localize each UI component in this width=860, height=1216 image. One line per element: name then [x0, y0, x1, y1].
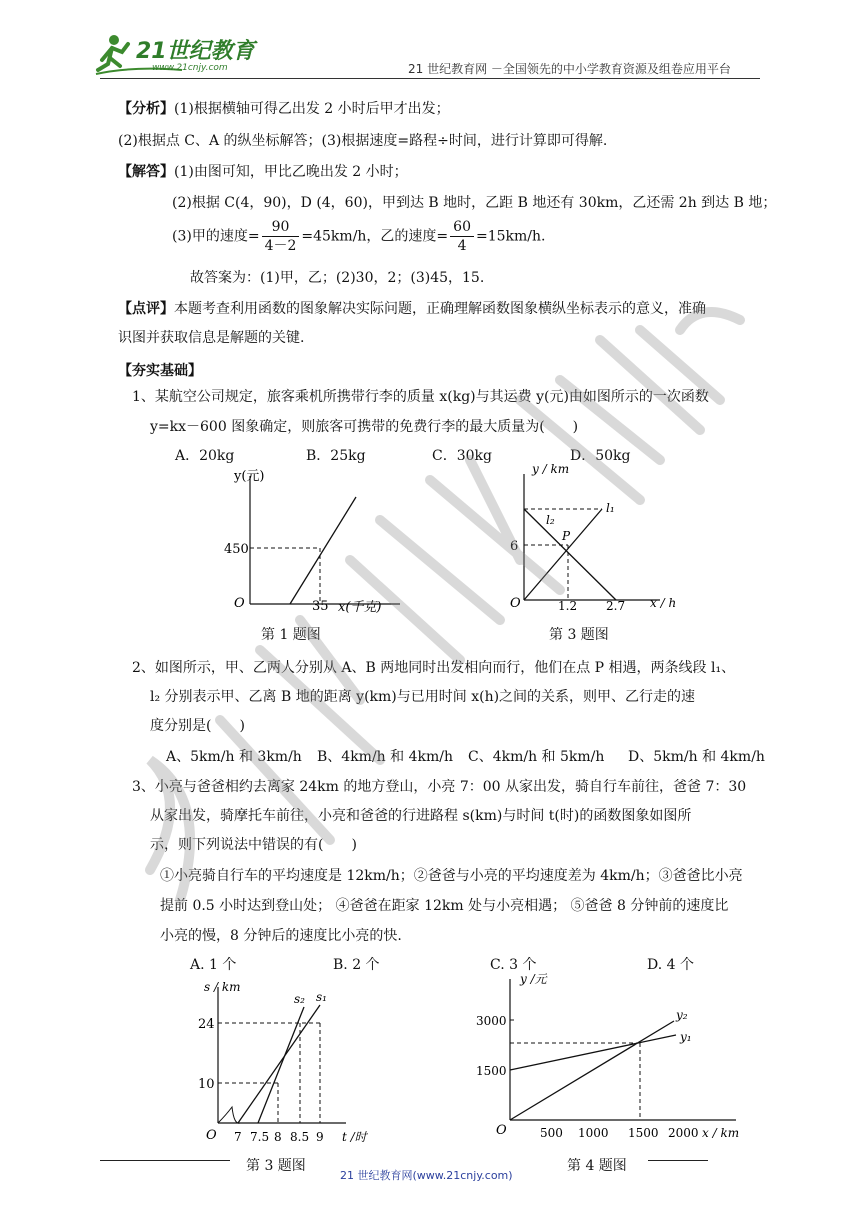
q3-line6: 小亮的慢，8 分钟后的速度比小亮的快. [160, 928, 402, 944]
fig3b-y-tick-24: 24 [198, 1017, 215, 1032]
q2-option-c: C、4km/h 和 5km/h [468, 749, 605, 765]
fraction-1 [262, 218, 300, 255]
fig1-caption: 第 1 题图 [261, 627, 321, 643]
fig4-y-tick-3000: 3000 [476, 1014, 507, 1028]
fig3a-x-tick-1: 1.2 [558, 599, 578, 613]
fig4-label-y2: y₂ [676, 1008, 688, 1022]
solution-text1: (1)由图可知，甲比乙晚出发 2 小时； [174, 164, 408, 180]
logo [92, 30, 262, 78]
fraction-2 [450, 218, 474, 255]
fraction-1-den: 4－2 [264, 238, 297, 254]
comment-text1: 本题考查利用函数的图象解决实际问题，正确理解函数图象横纵坐标表示的意义，准确 [174, 301, 706, 317]
figure-3b [196, 975, 386, 1150]
comment-line1 [118, 299, 706, 319]
fig3b-y-tick-10: 10 [198, 1077, 215, 1092]
fig3b-label-s1: s₁ [316, 990, 327, 1004]
solution-tag: 【解答】 [118, 164, 174, 180]
fig3b-x-tick-9: 9 [316, 1130, 324, 1144]
fig4-origin: O [496, 1123, 507, 1138]
fig3a-label-l2: l₂ [546, 513, 555, 527]
solution-line3 [172, 218, 546, 255]
q1-option-a: A．20kg [175, 448, 235, 464]
solution-line1 [118, 162, 408, 182]
fig3a-label-l1: l₁ [606, 501, 615, 515]
fig3b-ylabel: s / km [204, 980, 241, 994]
fig3b-x-tick-85: 8.5 [290, 1130, 310, 1144]
q3-line5: 提前 0.5 小时达到登山处； ④爸爸在距家 12km 处与小亮相遇； ⑤爸爸 8 分钟前的速度比 [160, 898, 729, 914]
comment-tag: 【点评】 [118, 301, 174, 317]
q1-line1: 1、某航空公司规定，旅客乘机所携带行李的质量 x(kg)与其运费 y(元)由如图所示的一次函数 [132, 389, 709, 405]
fig1-xlabel: x(千克) [338, 600, 382, 615]
fig1-ylabel: y(元) [234, 469, 265, 484]
q3-option-b: B. 2 个 [333, 957, 380, 973]
fig3b-line-s2 [258, 1007, 304, 1123]
q2-option-b: B、4km/h 和 4km/h [317, 749, 453, 765]
fig3a-ylabel: y / km [532, 462, 570, 476]
fig3a-y-tick: 6 [510, 539, 519, 554]
q3-line2: 从家出发，骑摩托车前往，小亮和爸爸的行进路程 s(km)与时间 t(时)的函数图象如图所 [150, 808, 692, 824]
fig3a-caption: 第 3 题图 [549, 627, 609, 643]
logo-url: www.21cnjy.com [152, 63, 228, 73]
fig4-caption: 第 4 题图 [567, 1158, 627, 1174]
q3-option-d: D. 4 个 [647, 957, 694, 973]
solution-answer: 故答案为：(1)甲，乙；(2)30，2；(3)45，15. [190, 270, 485, 286]
fig4-label-y1: y₁ [680, 1030, 692, 1044]
analysis-line2: (2)根据点 C、A 的纵坐标解答；(3)根据速度=路程÷时间，进行计算即可得解. [118, 133, 608, 149]
fig3b-x-tick-75: 7.5 [250, 1130, 270, 1144]
fig4-x-tick-1500: 1500 [628, 1126, 659, 1140]
q2-option-a: A、5km/h 和 3km/h [166, 749, 302, 765]
fraction-2-num: 60 [450, 218, 474, 237]
fraction-1-num: 90 [262, 218, 300, 237]
fig3b-label-s2: s₂ [294, 992, 305, 1006]
fig3a-line-l1 [524, 509, 602, 600]
q1-option-d: D．50kg [570, 448, 631, 464]
fig1-x-tick: 35 [312, 599, 329, 614]
footer-rule-left [100, 1160, 230, 1161]
analysis-tag: 【分析】 [118, 101, 174, 117]
fig4-line-y1 [510, 1035, 676, 1070]
analysis-line1 [118, 99, 450, 119]
fig4-x-tick-2000: 2000 [668, 1126, 699, 1140]
analysis-text1: (1)根据横轴可得乙出发 2 小时后甲才出发； [174, 101, 450, 117]
solution-line3-b: =45km/h，乙的速度= [301, 228, 449, 245]
figure-1 [210, 464, 410, 644]
q2-line1: 2、如图所示，甲、乙两人分别从 A、B 两地同时出发相向而行，他们在点 P 相遇，两条线段 l₁、 [132, 660, 736, 676]
fig4-xlabel: x / km [702, 1126, 740, 1140]
fig3a-x-tick-2: 2.7 [606, 599, 626, 613]
q2-option-d: D、5km/h 和 4km/h [628, 749, 765, 765]
fig4-ylabel: y /元 [520, 972, 547, 986]
q3-option-c: C. 3 个 [490, 957, 537, 973]
fig3b-origin: O [206, 1128, 217, 1143]
q2-line3: 度分别是( ) [150, 718, 245, 734]
q3-line4: ①小亮骑自行车的平均速度是 12km/h；②爸爸与小亮的平均速度差为 4km/h；③爸爸比小亮 [160, 868, 743, 884]
fig3b-xlabel: t /时 [342, 1130, 367, 1144]
fig4-line-y2 [510, 1021, 674, 1120]
q1-option-c: C．30kg [432, 448, 492, 464]
fraction-2-den: 4 [457, 238, 467, 254]
fig3a-xlabel: x / h [650, 596, 677, 610]
section-title: 【夯实基础】 [118, 363, 202, 379]
fig3a-point-p: P [562, 529, 571, 543]
header-rule [100, 78, 760, 79]
q3-option-a: A. 1 个 [190, 957, 237, 973]
fig4-x-tick-1000: 1000 [578, 1126, 609, 1140]
fig4-y-tick-1500: 1500 [476, 1064, 507, 1078]
fig3b-x-tick-7: 7 [234, 1130, 242, 1144]
logo-text: 21世纪教育 [136, 39, 255, 64]
solution-line3-c: =15km/h. [476, 228, 546, 245]
solution-line3-a: (3)甲的速度= [172, 228, 260, 245]
fig3b-caption: 第 3 题图 [246, 1158, 306, 1174]
fig3b-line-s1 [238, 1005, 320, 1123]
q2-line2: l₂ 分别表示甲、乙离 B 地的距离 y(km)与已用时间 x(h)之间的关系，则甲、乙行走的速 [150, 689, 696, 705]
fig3b-axis-break [218, 1107, 240, 1123]
fig3a-line-l2 [524, 509, 616, 600]
fig3a-origin: O [510, 596, 521, 611]
comment-line2: 识图并获取信息是解题的关键. [118, 330, 305, 346]
fig1-line [290, 497, 356, 604]
fig1-y-tick: 450 [224, 542, 249, 557]
solution-line2: (2)根据 C(4，90)，D (4，60)，甲到达 B 地时，乙距 B 地还有 30km，乙还需 2h 到达 B 地； [172, 195, 777, 211]
q3-line3: 示，则下列说法中错误的有( ) [150, 837, 357, 853]
q3-line1: 3、小亮与爸爸相约去离家 24km 的地方登山，小亮 7：00 从家出发，骑自行车前往，爸爸 7：30 [132, 779, 747, 795]
q1-line2: y=kx－600 图象确定，则旅客可携带的免费行李的最大质量为( ) [150, 419, 579, 435]
fig4-x-tick-500: 500 [540, 1126, 563, 1140]
q1-option-b: B．25kg [306, 448, 366, 464]
fig3b-x-tick-8: 8 [274, 1130, 282, 1144]
header-site-line: 21 世纪教育网 －全国领先的中小学教育资源及组卷应用平台 [408, 62, 731, 76]
footer-text: 21 世纪教育网(www.21cnjy.com) [340, 1169, 513, 1182]
figure-3a [500, 460, 690, 620]
fig1-origin: O [234, 596, 245, 611]
footer-rule-right [648, 1160, 708, 1161]
figure-4 [470, 965, 750, 1150]
